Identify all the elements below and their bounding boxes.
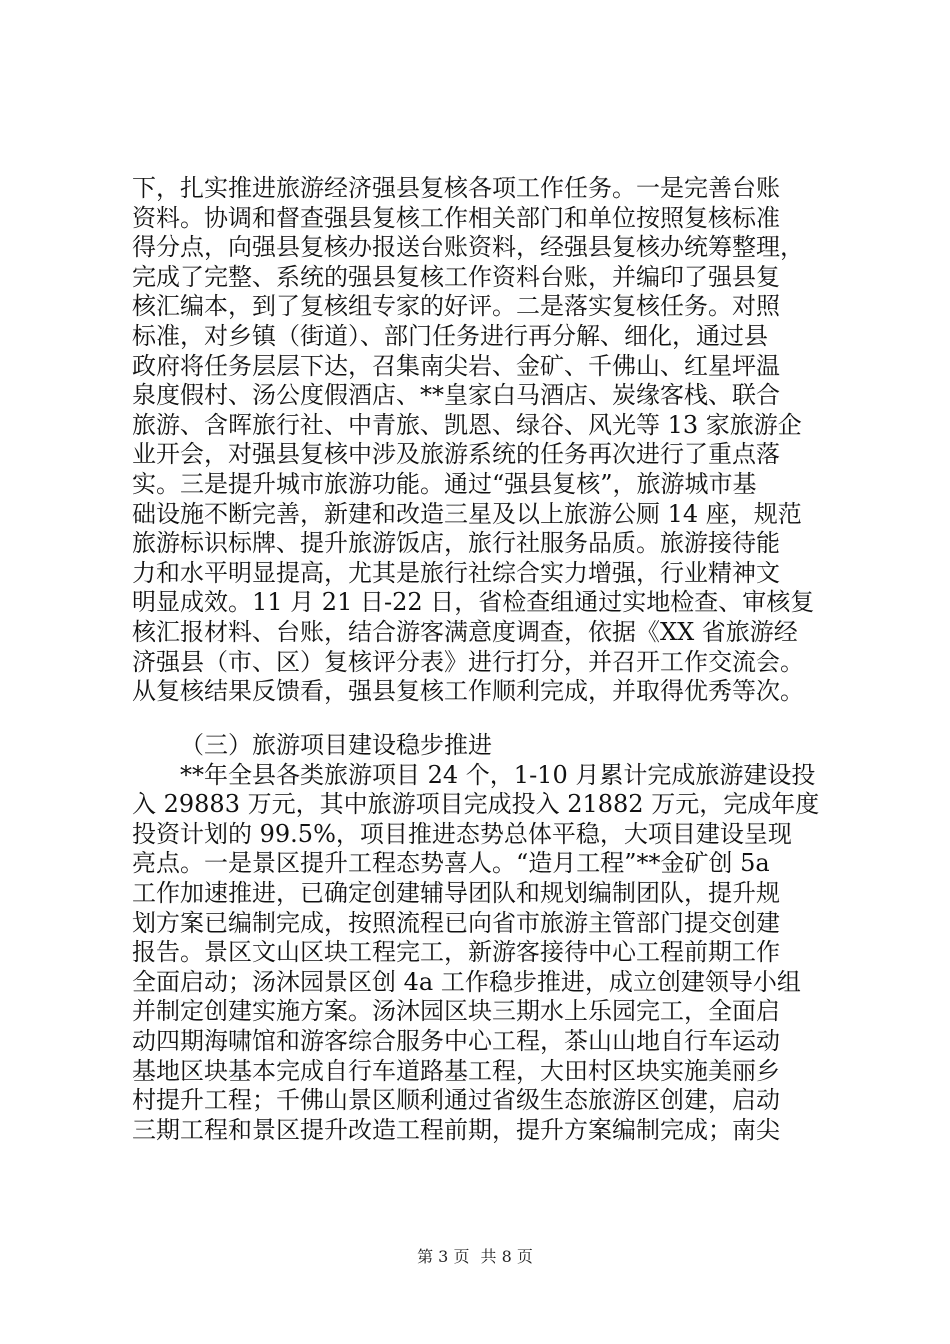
text-line: 完成了完整、系统的强县复核工作资料台账，并编印了强县复: [132, 262, 780, 291]
section-heading: （三）旅游项目建设稳步推进: [180, 731, 492, 759]
text-line: 报告。景区文山区块工程完工，新游客接待中心工程前期工作: [132, 938, 780, 967]
text-line: 实。三是提升城市旅游功能。通过“强县复核”，旅游城市基: [132, 469, 757, 498]
text-line: 村提升工程；千佛山景区顺利通过省级生态旅游区创建，启动: [132, 1086, 780, 1115]
text-line: 业开会，对强县复核中涉及旅游系统的任务再次进行了重点落: [132, 440, 780, 469]
text-line: 并制定创建实施方案。汤沐园区块三期水上乐园完工，全面启: [132, 997, 780, 1026]
text-line: 标准，对乡镇（街道）、部门任务进行再分解、细化，通过县: [132, 321, 768, 350]
text-line: 入 29883 万元，其中旅游项目完成投入 21882 万元，完成年度: [132, 790, 820, 819]
text-line: 力和水平明显提高，尤其是旅行社综合实力增强，行业精神文: [132, 558, 780, 587]
text-line: 明显成效。11 月 21 日-22 日，省检查组通过实地检查、审核复: [132, 588, 815, 617]
text-line: 亮点。一是景区提升工程态势喜人。“造月工程”**金矿创 5a: [132, 849, 770, 878]
text-line: 核汇编本，到了复核组专家的好评。二是落实复核任务。对照: [132, 292, 780, 321]
text-line: 动四期海啸馆和游客综合服务中心工程，茶山山地自行车运动: [132, 1026, 780, 1055]
page-number: 第 3 页: [417, 1247, 470, 1266]
text-line: 划方案已编制完成，按照流程已向省市旅游主管部门提交创建: [132, 908, 780, 937]
text-line: 资料。协调和督查强县复核工作相关部门和单位按照复核标准: [132, 203, 780, 232]
text-line: 投资计划的 99.5%，项目推进态势总体平稳，大项目建设呈现: [132, 819, 792, 848]
section-3: [132, 731, 852, 1145]
page-total: 共 8 页: [480, 1247, 533, 1266]
text-line: 核汇报材料、台账，结合游客满意度调查，依据《XX 省旅游经: [132, 617, 798, 646]
text-line: 济强县（市、区）复核评分表》进行打分，并召开工作交流会。: [132, 647, 804, 676]
text-line: **年全县各类旅游项目 24 个，1-10 月累计完成旅游建设投: [180, 760, 816, 789]
text-line: 全面启动；汤沐园景区创 4a 工作稳步推进，成立创建领导小组: [132, 967, 801, 996]
text-line: 泉度假村、汤公度假酒店、**皇家白马酒店、炭缘客栈、联合: [132, 381, 780, 410]
text-line: 旅游标识标牌、提升旅游饭店，旅行社服务品质。旅游接待能: [132, 529, 780, 558]
text-line: 工作加速推进，已确定创建辅导团队和规划编制团队，提升规: [132, 878, 780, 907]
page-footer: [0, 1247, 950, 1267]
text-line: 从复核结果反馈看，强县复核工作顺利完成，并取得优秀等次。: [132, 677, 804, 706]
text-line: 得分点，向强县复核办报送台账资料，经强县复核办统筹整理，: [132, 233, 804, 262]
text-line: 础设施不断完善，新建和改造三星及以上旅游公厕 14 座，规范: [132, 499, 802, 528]
text-line: 三期工程和景区提升改造工程前期，提升方案编制完成；南尖: [132, 1115, 780, 1144]
text-line: 下，扎实推进旅游经济强县复核各项工作任务。一是完善台账: [132, 174, 780, 202]
text-line: 基地区块基本完成自行车道路基工程，大田村区块实施美丽乡: [132, 1056, 780, 1085]
text-line: 旅游、含晖旅行社、中青旅、凯恩、绿谷、风光等 13 家旅游企: [132, 410, 802, 439]
paragraph-1: [132, 174, 852, 707]
text-line: 政府将任务层层下达，召集南尖岩、金矿、千佛山、红星坪温: [132, 351, 780, 380]
